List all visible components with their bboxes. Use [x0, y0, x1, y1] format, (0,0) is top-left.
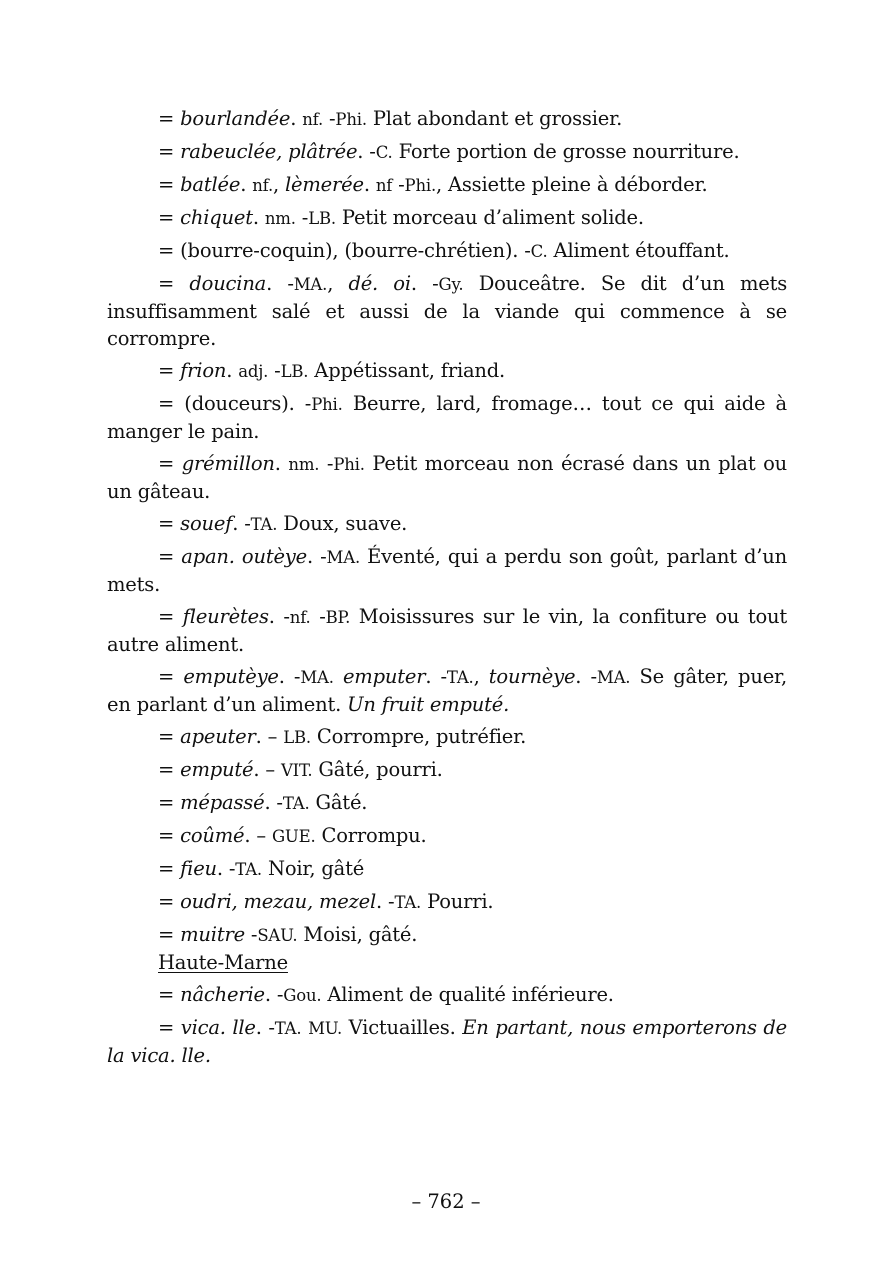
abbreviation: LB. [308, 209, 336, 228]
entry-text: , [327, 272, 349, 295]
headword: emputer [342, 665, 426, 688]
entry-text: . - [216, 857, 236, 880]
abbreviation: BP. [325, 608, 351, 627]
entry-text: = [158, 725, 181, 748]
entry-text: Petit morceau non écrasé dans un plat ou un gâteau. [107, 452, 787, 503]
headword: apeuter [180, 725, 256, 748]
dictionary-entry [107, 450, 787, 505]
entry-text: . - [255, 1016, 275, 1039]
entry-text: Forte portion de grosse nourriture. [392, 140, 740, 163]
entry-text: Victuailles. [342, 1016, 463, 1039]
abbreviation: LB. [283, 728, 311, 747]
abbreviation: nf. [302, 110, 324, 129]
abbreviation: C. [530, 242, 548, 261]
dictionary-entry [107, 603, 787, 658]
headword: muitre [180, 923, 245, 946]
abbreviation: nf. [252, 176, 273, 195]
entry-text: Éventé, qui a perdu son goût, parlant d’un mets. [107, 545, 788, 596]
dictionary-entry [107, 888, 787, 916]
entry-text: . - [232, 512, 251, 535]
abbreviation: LB. [280, 362, 309, 381]
entry-text: = [158, 206, 181, 229]
entry-text: Aliment étouffant. [547, 239, 730, 262]
dictionary-entry [107, 723, 787, 751]
entry-text: Gâté, pourri. [312, 758, 443, 781]
dictionary-entry [107, 270, 787, 352]
abbreviation: nm. [288, 455, 320, 474]
dictionary-entry [107, 1014, 787, 1069]
dictionary-entry [107, 855, 787, 883]
entry-text: . – [255, 725, 284, 748]
dictionary-entry [107, 390, 787, 445]
entry-text: = [158, 140, 181, 163]
headword: lèmerée [285, 173, 364, 196]
entry-text: , [473, 665, 489, 688]
entry-text: . [252, 206, 265, 229]
entry-text: Doux, suave. [277, 512, 408, 535]
entry-text [334, 665, 343, 688]
entry-text: Aliment de qualité inférieure. [321, 983, 614, 1006]
entry-text: = [158, 545, 182, 568]
entry-text: Petit morceau d’aliment solide. [335, 206, 644, 229]
entry-text: = [158, 452, 182, 475]
headword: fleurètes [182, 605, 269, 628]
entry-text: . [363, 173, 376, 196]
headword: coûmé [180, 824, 245, 847]
abbreviation: Gou. [283, 986, 322, 1005]
abbreviation: Phi. [333, 455, 365, 474]
entry-text: = [158, 857, 181, 880]
entry-text: Se gâter, puer, en parlant d’un aliment. [107, 665, 788, 716]
headword: grémillon [181, 452, 275, 475]
entry-text: = [158, 758, 181, 781]
entry-text: = [158, 890, 181, 913]
entry-text: - [268, 359, 281, 382]
entry-text: = [158, 923, 181, 946]
entry-text: Corrompu. [315, 824, 427, 847]
abbreviation: C. [375, 143, 393, 162]
entry-text: , Assiette pleine à déborder. [436, 173, 708, 196]
abbreviation: GUE. [271, 827, 316, 846]
entry-text: Noir, gâté [261, 857, 365, 880]
headword: Un fruit emputé. [347, 693, 510, 716]
entry-text: = [158, 1016, 181, 1039]
entry-text: Corrompre, putréfier. [310, 725, 527, 748]
entry-text: = [158, 791, 181, 814]
dictionary-entry [107, 543, 787, 598]
entry-text: . [240, 173, 253, 196]
abbreviation: MU. [308, 1019, 343, 1038]
entry-text: = [158, 359, 181, 382]
entry-text: = [158, 107, 181, 130]
dictionary-entry [107, 204, 787, 232]
page-body [107, 105, 787, 1069]
dictionary-entry [107, 357, 787, 385]
section-entry-list [107, 981, 787, 1069]
entry-text: Moisi, gâté. [297, 923, 418, 946]
entry-text: - [323, 107, 336, 130]
entry-text: Appétissant, friand. [308, 359, 506, 382]
entry-text: . - [264, 791, 283, 814]
entry-text: . - [410, 272, 439, 295]
dictionary-entry [107, 105, 787, 133]
entry-text: . - [575, 665, 597, 688]
abbreviation: Gy. [438, 275, 464, 294]
abbreviation: TA. [250, 515, 278, 534]
entry-text: . [226, 359, 239, 382]
page-number: – 762 – [411, 1190, 481, 1213]
abbreviation: TA. [274, 1019, 302, 1038]
entry-text: = [158, 605, 183, 628]
entry-text: = [158, 824, 181, 847]
headword: vica. lle [180, 1016, 256, 1039]
headword: fieu [180, 857, 217, 880]
entry-text: - [310, 605, 326, 628]
abbreviation: nf. [289, 608, 311, 627]
headword: souef [180, 512, 233, 535]
abbreviation: SAU. [257, 926, 298, 945]
entry-text: = (bourre-coquin), (bourre-chrétien). - [158, 239, 531, 262]
dictionary-entry [107, 510, 787, 538]
headword: emputèye [183, 665, 279, 688]
headword: nâcherie [180, 983, 265, 1006]
headword: doucina [189, 272, 267, 295]
headword: batlée [180, 173, 241, 196]
abbreviation: TA. [235, 860, 262, 879]
entry-text: Gâté. [309, 791, 368, 814]
abbreviation: Phi. [311, 395, 343, 414]
entry-text: . - [268, 605, 290, 628]
abbreviation: TA. [282, 794, 310, 813]
entry-text: . - [425, 665, 447, 688]
dictionary-entry [107, 981, 787, 1009]
abbreviation: nf [375, 176, 393, 195]
dictionary-entry [107, 822, 787, 850]
abbreviation: TA. [446, 668, 474, 687]
dictionary-entry [107, 138, 787, 166]
dictionary-entry [107, 921, 787, 949]
headword: apan. outèye [181, 545, 307, 568]
entry-text: . [290, 107, 303, 130]
entry-text: . - [357, 140, 376, 163]
entry-text: - [319, 452, 334, 475]
entry-list [107, 105, 787, 949]
entry-text: . – [253, 758, 281, 781]
dictionary-entry [107, 171, 787, 199]
headword: emputé [180, 758, 254, 781]
abbreviation: nm. [264, 209, 296, 228]
abbreviation: Phi. [335, 110, 367, 129]
entry-text: = [158, 665, 184, 688]
headword: tournèye [488, 665, 576, 688]
headword: dé. oi [348, 272, 411, 295]
abbreviation: adj. [238, 362, 269, 381]
abbreviation: MA. [300, 668, 334, 687]
entry-text: - [244, 923, 258, 946]
entry-text: . – [244, 824, 272, 847]
headword: bourlandée [180, 107, 291, 130]
entry-text: . - [306, 545, 327, 568]
abbreviation: VIT. [280, 761, 313, 780]
entry-text: Beurre, lard, fromage… tout ce qui aide à manger le pain. [107, 392, 787, 443]
abbreviation: MA. [596, 668, 631, 687]
entry-text: Douceâtre. Se dit d’un mets insuffisamment salé et aussi de la viande qui commence à se corrompre. [107, 272, 788, 350]
headword: rabeuclée, plâtrée [180, 140, 358, 163]
entry-text: Pourri. [421, 890, 494, 913]
headword: mépassé [180, 791, 265, 814]
dictionary-entry [107, 756, 787, 784]
dictionary-entry [107, 789, 787, 817]
entry-text: = [158, 272, 190, 295]
entry-text: . - [266, 272, 294, 295]
entry-text: - [295, 206, 309, 229]
section-heading: Haute-Marne [158, 951, 288, 974]
entry-text: Moisissures sur le vin, la confiture ou tout autre aliment. [107, 605, 788, 656]
entry-text: . - [264, 983, 284, 1006]
abbreviation: TA. [394, 893, 422, 912]
entry-text: Plat abondant et grossier. [366, 107, 623, 130]
dictionary-entry [107, 237, 787, 265]
entry-text: - [392, 173, 405, 196]
abbreviation: MA. [293, 275, 328, 294]
headword: En partant, nous emporterons de la vica. lle. [107, 1016, 788, 1067]
entry-text: , [273, 173, 285, 196]
abbreviation: Phi. [404, 176, 436, 195]
entry-text: . - [278, 665, 301, 688]
headword: frion [180, 359, 227, 382]
entry-text: = [158, 512, 181, 535]
abbreviation: MA. [326, 548, 360, 567]
entry-text: = [158, 173, 181, 196]
entry-text: . - [376, 890, 395, 913]
entry-text: = [158, 983, 181, 1006]
headword: oudri, mezau, mezel [180, 890, 377, 913]
dictionary-entry [107, 663, 787, 718]
entry-text: . [274, 452, 289, 475]
headword: chiquet [180, 206, 253, 229]
entry-text: = (douceurs). - [158, 392, 312, 415]
